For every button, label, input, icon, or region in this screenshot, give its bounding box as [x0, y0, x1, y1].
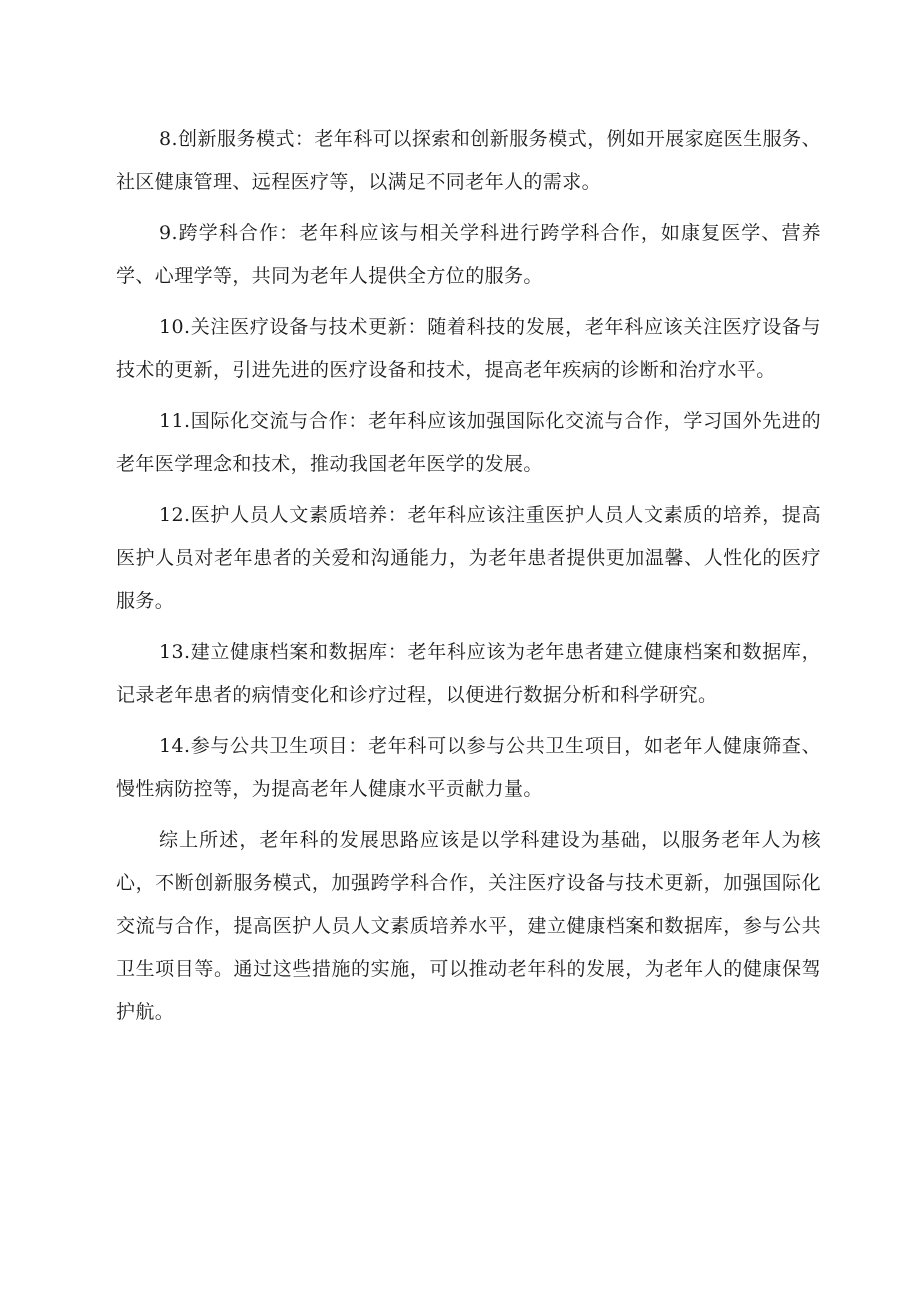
paragraph-international-exchange: 11.国际化交流与合作：老年科应该加强国际化交流与合作，学习国外先进的老年医学理念和技术，推动我国老年医学的发展。 [116, 410, 821, 475]
paragraph-innovative-service-model: 8.创新服务模式：老年科可以探索和创新服务模式，例如开展家庭医生服务、社区健康管理、远程医疗等，以满足不同老年人的需求。 [116, 128, 821, 193]
paragraph-summary: 综上所述，老年科的发展思路应该是以学科建设为基础，以服务老年人为核心，不断创新服务模式，加强跨学科合作，关注医疗设备与技术更新，加强国际化交流与合作，提高医护人员人文素质培养水平，建立健康档案和数据库，参与公共卫生项目等。通过这些措施的实施，可以推动老年科的发展，为老年人的健康保驾护航。 [116, 829, 821, 1023]
paragraph-health-records-database: 13.建立健康档案和数据库：老年科应该为老年患者建立健康档案和数据库，记录老年患者的病情变化和诊疗过程，以便进行数据分析和科学研究。 [116, 641, 821, 706]
paragraph-interdisciplinary-cooperation: 9.跨学科合作：老年科应该与相关学科进行跨学科合作，如康复医学、营养学、心理学等，共同为老年人提供全方位的服务。 [116, 222, 821, 287]
paragraph-public-health-projects: 14.参与公共卫生项目：老年科可以参与公共卫生项目，如老年人健康筛查、慢性病防控等，为提高老年人健康水平贡献力量。 [116, 735, 821, 800]
document-body [116, 118, 821, 1042]
paragraph-equipment-technology-update: 10.关注医疗设备与技术更新：随着科技的发展，老年科应该关注医疗设备与技术的更新，引进先进的医疗设备和技术，提高老年疾病的诊断和治疗水平。 [116, 316, 821, 381]
paragraph-humanistic-training: 12.医护人员人文素质培养：老年科应该注重医护人员人文素质的培养，提高医护人员对老年患者的关爱和沟通能力，为老年患者提供更加温馨、人性化的医疗服务。 [116, 504, 821, 612]
